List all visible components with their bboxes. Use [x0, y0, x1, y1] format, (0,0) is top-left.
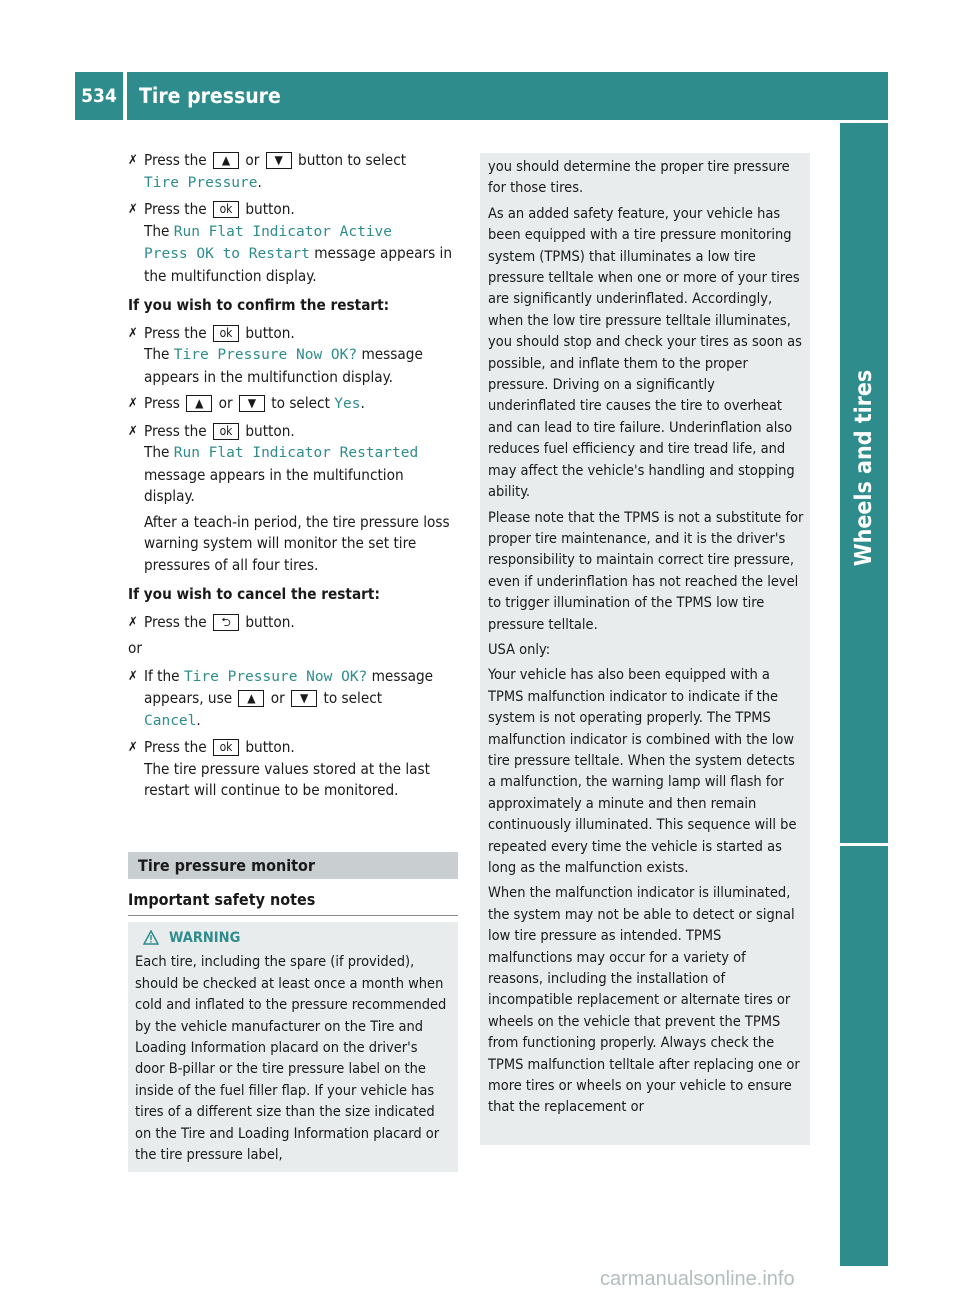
text: button. — [245, 323, 295, 342]
text: button. — [245, 421, 295, 440]
down-arrow-icon: ▼ — [291, 690, 317, 707]
up-arrow-icon: ▲ — [186, 395, 212, 412]
menu-yes: Yes — [334, 396, 361, 412]
warning-text: Each tire, including the spare (if provided), should be checked at least once a month when cold and inflated to the pressure recommended by the vehicle manufacturer on the Tire and Loading Information placard on the driver's door B-pillar or the tire pressure label on the inside of the fuel filler flap. If your vehicle has tires of a different size than the size indicated on the Tire and Loading Information placard or the tire pressure label, — [135, 954, 447, 1164]
text: The — [144, 443, 170, 461]
page-number: 534 — [75, 72, 123, 120]
text: Press the — [144, 323, 207, 342]
up-arrow-icon: ▲ — [238, 690, 264, 707]
display-message: Tire Pressure Now OK? — [173, 347, 358, 363]
back-key-icon: ⮌ — [213, 614, 239, 631]
text: to select — [271, 394, 330, 412]
text: Press the — [144, 421, 207, 440]
warning-box — [128, 922, 458, 1172]
text: Press the — [144, 612, 207, 631]
left-column — [128, 150, 458, 807]
paragraph: you should determine the proper tire pressure for those tires. — [488, 159, 790, 197]
menu-cancel: Cancel — [144, 712, 197, 729]
ok-key-icon: ok — [213, 325, 239, 342]
step-press-ok — [128, 737, 458, 802]
paragraph: When the malfunction indicator is illuminated, the system may not be able to detect or signal low tire pressure as intended. TPMS malfunctions may occur for a variety of reasons, including the installation of incompatible replacement or alternate tires or wheels on the vehicle that prevent the TPMS from functioning properly. Always check the TPMS malfunction telltale after replacing one or more tires or wheels on your vehicle to ensure that the replacement or — [488, 885, 800, 1116]
display-message: Run Flat Indicator Restarted — [173, 445, 419, 461]
text: message appears in the multifunction display. — [144, 345, 423, 386]
display-message: Tire Pressure Now OK? — [183, 668, 368, 685]
or-text: or — [128, 639, 142, 657]
warning-header — [135, 928, 450, 949]
text: or — [218, 394, 233, 412]
text: message appears, use — [144, 666, 434, 707]
text: message appears in the multifunction display. — [144, 465, 404, 505]
text: button. — [245, 738, 295, 756]
text: Press the — [144, 200, 207, 218]
text: . — [196, 710, 201, 729]
text: button to select — [298, 151, 407, 169]
up-arrow-icon: ▲ — [213, 152, 239, 169]
text: The — [144, 345, 170, 363]
paragraph: Please note that the TPMS is not a substitute for proper tire maintenance, and it is the driver's responsibility to maintain correct tire pressure, even if underinflation has not reached the level to trigger illumination of the TPMS low tire pressure telltale. — [488, 509, 804, 633]
cancel-heading: If you wish to cancel the restart: — [128, 585, 380, 603]
page-title: Tire pressure — [127, 72, 888, 120]
text: If the — [144, 666, 180, 685]
text: Press the — [144, 151, 207, 169]
watermark: carmanualsonline.info — [600, 1268, 795, 1290]
step-select-cancel — [128, 666, 458, 733]
text: or — [245, 151, 260, 169]
text: button. — [245, 200, 295, 218]
note: After a teach-in period, the tire pressure loss warning system will monitor the set tire pressures of all four tires. — [144, 512, 450, 574]
text: button. — [245, 612, 295, 631]
display-message: Run Flat Indicator Active — [173, 223, 393, 240]
side-tab-lower — [840, 846, 888, 1266]
step-press-ok — [128, 421, 458, 577]
step-select-yes — [128, 393, 458, 416]
menu-tire-pressure: Tire Pressure — [144, 174, 258, 191]
text: . — [360, 394, 365, 412]
section-subtitle: Important safety notes — [128, 890, 458, 916]
ok-key-icon: ok — [213, 201, 239, 218]
warning-title: WARNING — [169, 930, 241, 946]
text: Press — [144, 394, 180, 412]
text: message appears in the multifunction display. — [144, 244, 453, 285]
ok-key-icon: ok — [213, 423, 239, 440]
step-press-ok — [128, 323, 458, 389]
text: to select — [323, 689, 383, 707]
text: or — [270, 689, 285, 707]
text: . — [257, 172, 262, 191]
display-message: Press OK to Restart — [144, 246, 310, 262]
step-select-tire-pressure — [128, 150, 458, 194]
text: Press the — [144, 738, 207, 756]
step-press-back — [128, 612, 458, 634]
warning-triangle-icon — [143, 930, 159, 945]
side-tab-label: Wheels and tires — [851, 369, 877, 567]
paragraph: As an added safety feature, your vehicle has been equipped with a tire pressure monitoring system (TPMS) that illuminates a low tire pressure telltale when one or more of your tires are significantly underinflated. Accordingly, when the low tire pressure telltale illuminates, you should stop and check your tires as soon as possible, and inflate them to the proper pressure. Driving on a significantly underinflated tire causes the tire to overheat and can lead to tire failure. Underinflation also reduces fuel efficiency and tire tread life, and may affect the vehicle's handling and stopping ability. — [488, 205, 802, 501]
text: The tire pressure values stored at the last restart will continue to be monitored. — [144, 759, 431, 799]
right-column — [480, 153, 810, 1145]
text: The — [144, 221, 170, 240]
paragraph: USA only: — [488, 641, 551, 658]
section-title: Tire pressure monitor — [128, 852, 458, 879]
ok-key-icon: ok — [213, 739, 239, 756]
down-arrow-icon: ▼ — [239, 395, 265, 412]
down-arrow-icon: ▼ — [266, 152, 292, 169]
paragraph: Your vehicle has also been equipped with a TPMS malfunction indicator to indicate if the system is not operating properly. The TPMS malfunction indicator is combined with the low tire pressure telltale. When the system detects a malfunction, the warning lamp will flash for approximately a minute and then remain continuously illuminated. This sequence will be repeated every time the vehicle is started as long as the malfunction exists. — [488, 667, 797, 876]
confirm-heading: If you wish to confirm the restart: — [128, 296, 390, 314]
step-press-ok — [128, 199, 458, 287]
